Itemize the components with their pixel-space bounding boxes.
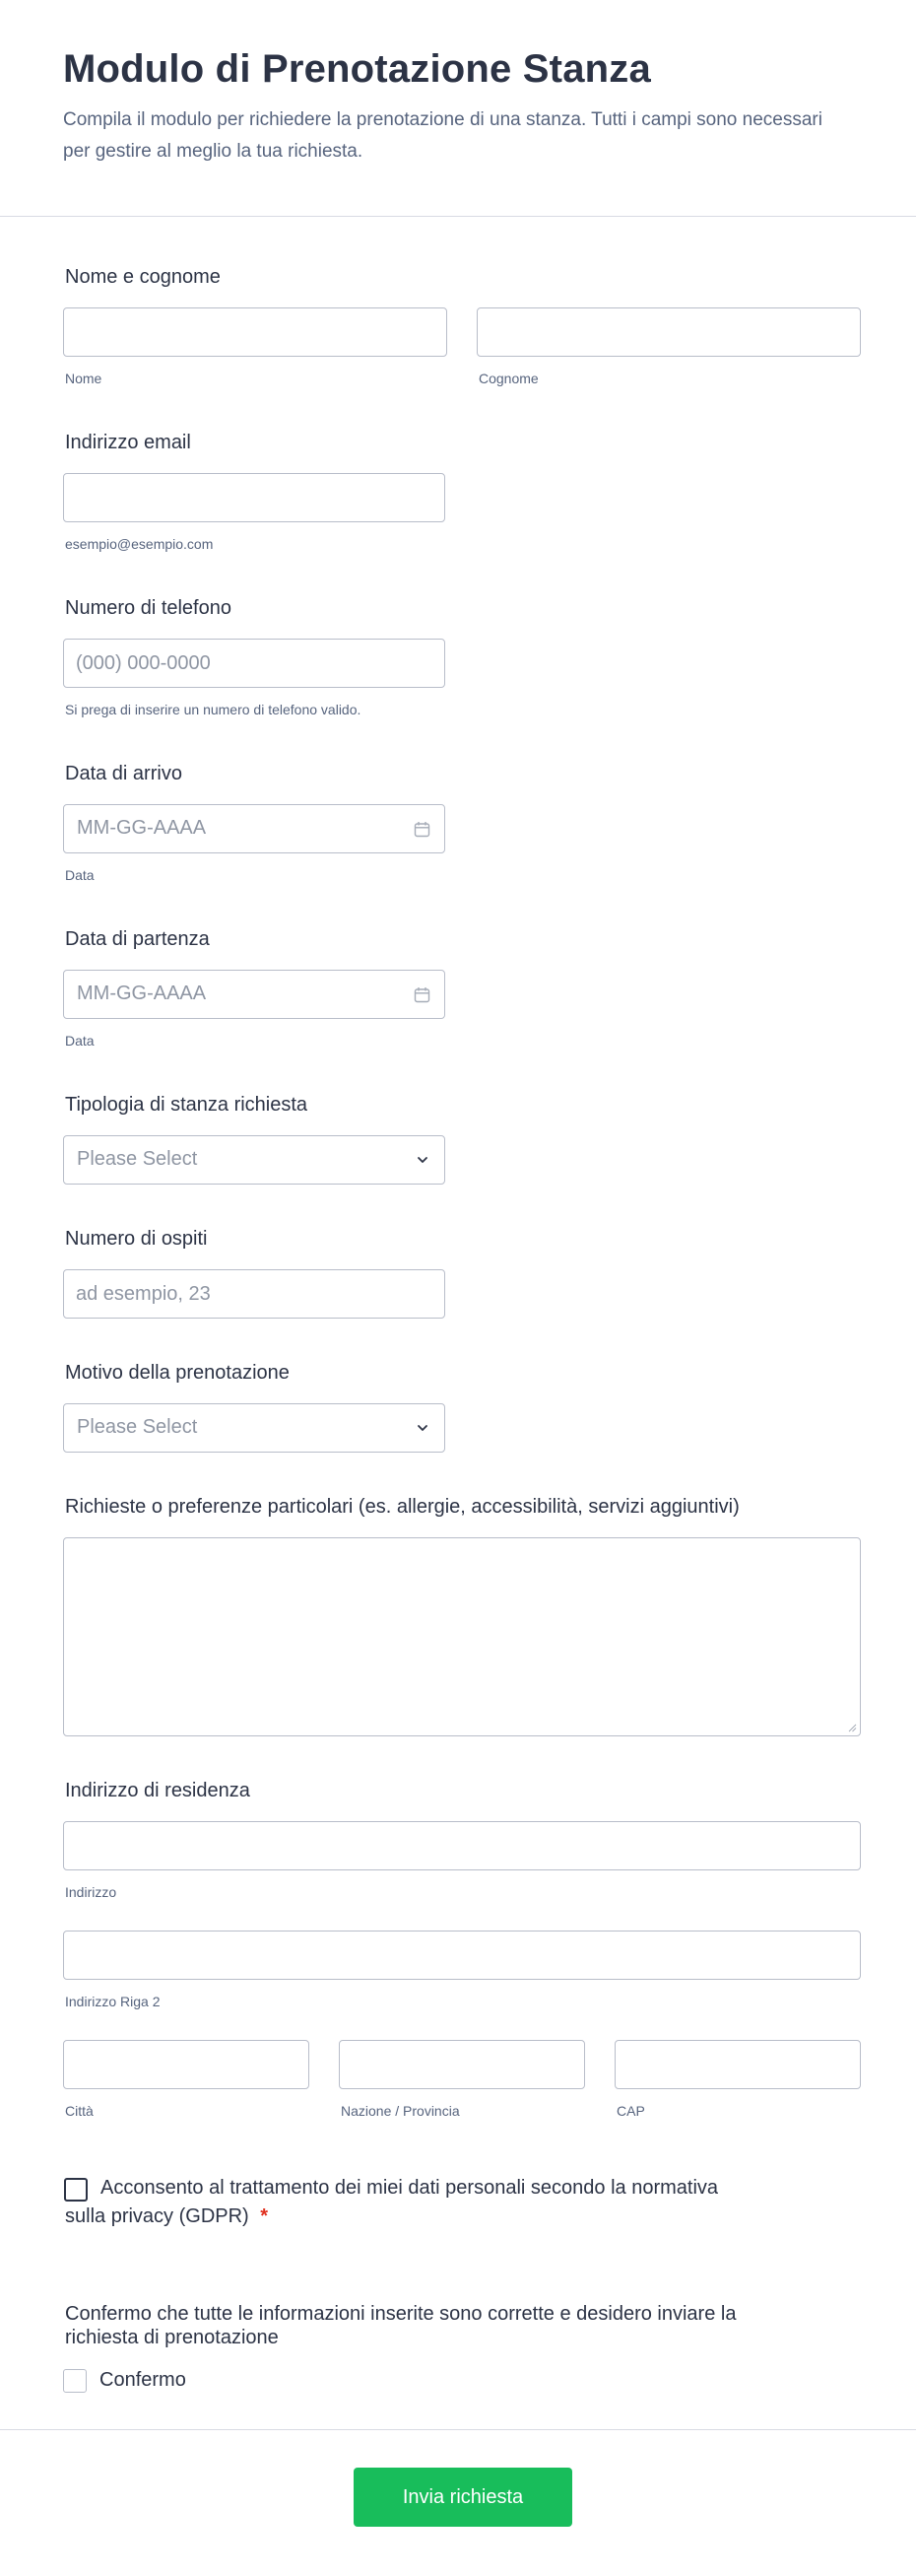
email-label: Indirizzo email: [65, 432, 191, 453]
arrival-date-input[interactable]: [63, 804, 445, 853]
name-label: Nome e cognome: [65, 266, 221, 288]
gdpr-text-line2-wrap: [65, 2205, 268, 2228]
chevron-down-icon: [413, 1150, 432, 1170]
departure-date-input[interactable]: [63, 970, 445, 1019]
calendar-icon[interactable]: [414, 986, 430, 1003]
calendar-icon[interactable]: [414, 821, 430, 838]
city-sublabel: Città: [65, 2103, 94, 2119]
phone-input[interactable]: [63, 639, 445, 688]
email-sublabel: esempio@esempio.com: [65, 536, 214, 552]
reason-select[interactable]: [63, 1403, 445, 1453]
confirm-question-line2: richiesta di prenotazione: [65, 2327, 279, 2348]
requests-textarea[interactable]: [63, 1537, 861, 1736]
room-type-label: Tipologia di stanza richiesta: [65, 1094, 308, 1116]
departure-label: Data di partenza: [65, 928, 210, 950]
required-mark: *: [260, 2205, 269, 2227]
phone-sublabel: Si prega di inserire un numero di telefono valido.: [65, 702, 361, 717]
gdpr-text-line2: sulla privacy (GDPR): [65, 2205, 249, 2227]
reason-label: Motivo della prenotazione: [65, 1362, 290, 1384]
arrival-label: Data di arrivo: [65, 763, 182, 784]
address-label: Indirizzo di residenza: [65, 1780, 250, 1801]
city-input[interactable]: [63, 2040, 309, 2089]
zip-sublabel: CAP: [617, 2103, 645, 2119]
first-name-sublabel: Nome: [65, 371, 102, 386]
first-name-input[interactable]: [63, 307, 447, 357]
form-footer: [0, 2429, 916, 2576]
room-type-select[interactable]: [63, 1135, 445, 1185]
state-sublabel: Nazione / Provincia: [341, 2103, 460, 2119]
phone-label: Numero di telefono: [65, 597, 231, 619]
confirm-option-label[interactable]: Confermo: [99, 2369, 186, 2391]
guests-label: Numero di ospiti: [65, 1228, 208, 1250]
address-line2-sublabel: Indirizzo Riga 2: [65, 1994, 161, 2009]
reason-selected: Please Select: [77, 1416, 198, 1438]
requests-textarea-wrap: [63, 1537, 861, 1736]
resize-handle-icon[interactable]: [847, 1723, 857, 1732]
form-header: [0, 0, 916, 217]
email-field[interactable]: [63, 473, 445, 522]
zip-input[interactable]: [615, 2040, 861, 2089]
address-line1-sublabel: Indirizzo: [65, 1884, 117, 1900]
last-name-input[interactable]: [477, 307, 861, 357]
submit-button[interactable]: Invia richiesta: [354, 2468, 572, 2527]
last-name-sublabel: Cognome: [479, 371, 539, 386]
room-type-selected: Please Select: [77, 1148, 198, 1170]
state-input[interactable]: [339, 2040, 585, 2089]
confirm-question-line1: Confermo che tutte le informazioni inserite sono corrette e desidero inviare la: [65, 2303, 737, 2325]
requests-label: Richieste o preferenze particolari (es. allergie, accessibilità, servizi aggiuntivi): [65, 1496, 740, 1518]
address-line2-input[interactable]: [63, 1931, 861, 1980]
gdpr-checkbox[interactable]: [64, 2178, 88, 2202]
gdpr-text-line1: Acconsento al trattamento dei miei dati personali secondo la normativa: [100, 2177, 719, 2199]
form-title: Modulo di Prenotazione Stanza: [63, 47, 651, 91]
confirm-checkbox[interactable]: [63, 2369, 87, 2393]
arrival-sublabel: Data: [65, 867, 95, 883]
chevron-down-icon: [413, 1418, 432, 1438]
address-line1-input[interactable]: [63, 1821, 861, 1870]
departure-date-placeholder: MM-GG-AAAA: [77, 983, 207, 1004]
arrival-date-placeholder: MM-GG-AAAA: [77, 817, 207, 839]
form-description: Compila il modulo per richiedere la prenotazione di una stanza. Tutti i campi sono necessari per gestire al meglio la tua richiesta.: [63, 109, 822, 162]
departure-sublabel: Data: [65, 1033, 95, 1049]
guests-input[interactable]: [63, 1269, 445, 1319]
